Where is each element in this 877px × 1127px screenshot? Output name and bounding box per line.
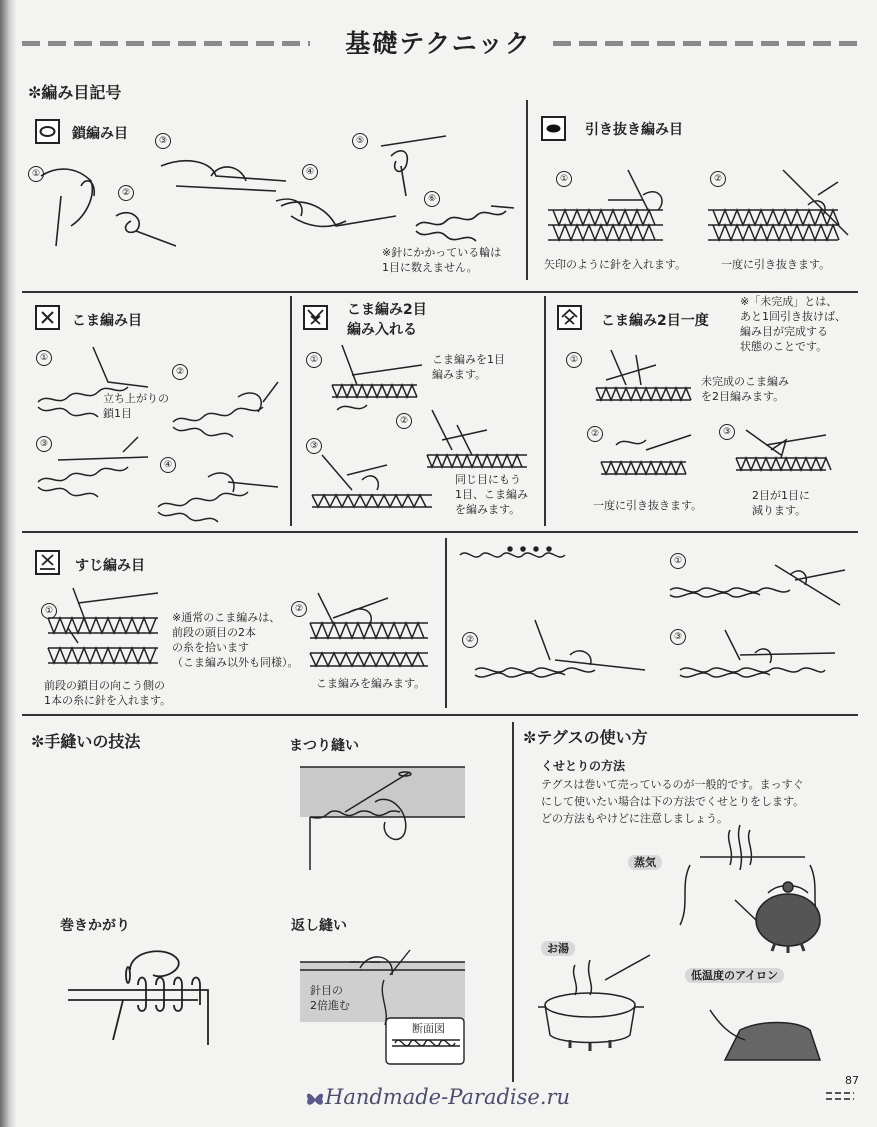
single-crochet-note: 立ち上がりの 鎖1目: [103, 392, 169, 420]
steam-label: 蒸気: [628, 855, 662, 870]
chain-note: ※針にかかっている輪は 1目に数えません。: [382, 246, 502, 274]
back-loop-note: ※通常のこま編みは、 前段の頭目の2本 の糸を拾います （こま編み以外も同様）。: [172, 611, 299, 669]
back-stitch-note: 針目の 2倍進む: [310, 984, 350, 1012]
step-number: ④: [160, 457, 176, 473]
page-number-decoration: [826, 1090, 856, 1104]
divider: [22, 531, 858, 533]
step-number: ③: [719, 424, 735, 440]
divider: [290, 296, 292, 526]
tegusu-subheading: くせとりの方法: [541, 759, 626, 773]
divider: [526, 100, 528, 280]
decrease-step1-text: 未完成のこま編み を2目編みます。: [701, 375, 789, 403]
iron-label: 低温度のアイロン: [685, 968, 784, 983]
slip-stitch-illustration: [548, 170, 848, 250]
divider: [512, 722, 514, 1082]
chain-foundation-illustration: [455, 545, 850, 690]
back-loop-step1-text: 前段の鎖目の向こう側の 1本の糸に針を入れます。: [44, 679, 172, 707]
step-number: ①: [670, 553, 686, 569]
step-number: ①: [556, 171, 572, 187]
page-title: 基礎テクニック: [345, 29, 532, 58]
book-spine-shadow: [0, 0, 16, 1127]
divider: [22, 714, 858, 716]
step-number: ②: [291, 601, 307, 617]
cross-section-label: 断面図: [412, 1022, 445, 1035]
divider: [22, 291, 858, 293]
step-number: ⑥: [424, 191, 440, 207]
slip-step1-text: 矢印のように針を入れます。: [544, 258, 687, 271]
slip-title: 引き抜き編み目: [585, 122, 683, 138]
decrease-step3-text: 2目が1目に 減ります。: [752, 489, 810, 517]
single-crochet-title: こま編み目: [72, 313, 142, 329]
tegusu-heading: ✼テグスの使い方: [523, 728, 648, 747]
step-number: ①: [41, 603, 57, 619]
divider: [544, 296, 546, 526]
slip-step2-text: 一度に引き抜きます。: [721, 258, 831, 271]
butterfly-icon: [305, 1088, 325, 1110]
decrease-symbol-icon: [557, 305, 582, 330]
increase-symbol-icon: [303, 305, 328, 330]
step-number: ②: [587, 426, 603, 442]
whip-stitch-label: 巻きかがり: [60, 918, 130, 934]
step-number: ②: [172, 364, 188, 380]
step-number: ②: [118, 185, 134, 201]
step-number: ①: [566, 352, 582, 368]
whip-stitch-illustration: [68, 945, 228, 1045]
step-number: ③: [36, 436, 52, 452]
increase-title: こま編み2目 編み入れる: [347, 302, 427, 338]
step-number: ②: [462, 632, 478, 648]
step-number: ③: [306, 438, 322, 454]
step-number: ③: [670, 629, 686, 645]
decrease-title: こま編み2目一度: [601, 313, 709, 329]
decrease-note: ※「未完成」とは、 あと1回引き抜けば、 編み目が完成する 状態のことです。: [740, 295, 846, 353]
slip-symbol-icon: [541, 116, 566, 141]
single-crochet-illustration: [38, 342, 283, 522]
back-loop-step2-text: こま編みを編みます。: [316, 677, 426, 690]
blind-stitch-illustration: [300, 752, 470, 870]
step-number: ④: [302, 164, 318, 180]
chain-title: 鎖編み目: [72, 126, 128, 142]
step-number: ①: [306, 352, 322, 368]
blind-stitch-label: まつり縫い: [289, 738, 359, 754]
step-number: ①: [36, 350, 52, 366]
step-number: ②: [710, 171, 726, 187]
watermark: Handmade-Paradise.ru: [325, 1085, 571, 1109]
step-number: ②: [396, 413, 412, 429]
stitch-symbols-heading: ✼編み目記号: [28, 83, 122, 102]
back-stitch-label: 返し縫い: [291, 918, 347, 934]
step-number: ⑤: [352, 133, 368, 149]
page-number: 87: [845, 1074, 859, 1087]
step-number: ①: [28, 166, 44, 182]
increase-step1-text: こま編みを1目 編みます。: [432, 353, 505, 381]
single-crochet-symbol-icon: [35, 305, 60, 330]
tegusu-methods-illustration: [520, 825, 850, 1065]
hot-water-label: お湯: [541, 941, 575, 956]
step-number: ③: [155, 133, 171, 149]
back-loop-title: すじ編み目: [75, 558, 145, 574]
divider: [445, 538, 447, 708]
decrease-illustration: [596, 350, 836, 480]
back-loop-symbol-icon: [35, 550, 60, 575]
hand-sewing-heading: ✼手縫いの技法: [31, 732, 141, 751]
increase-step2-text: 同じ目にもう 1目、こま編み を編みます。: [455, 473, 528, 516]
decrease-step2-text: 一度に引き抜きます。: [593, 499, 703, 512]
tegusu-body: テグスは巻いて売っているのが一般的です。まっすぐ にして使いたい場合は下の方法でくせとりをします。 どの方法もやけどに注意しましょう。: [541, 778, 805, 825]
